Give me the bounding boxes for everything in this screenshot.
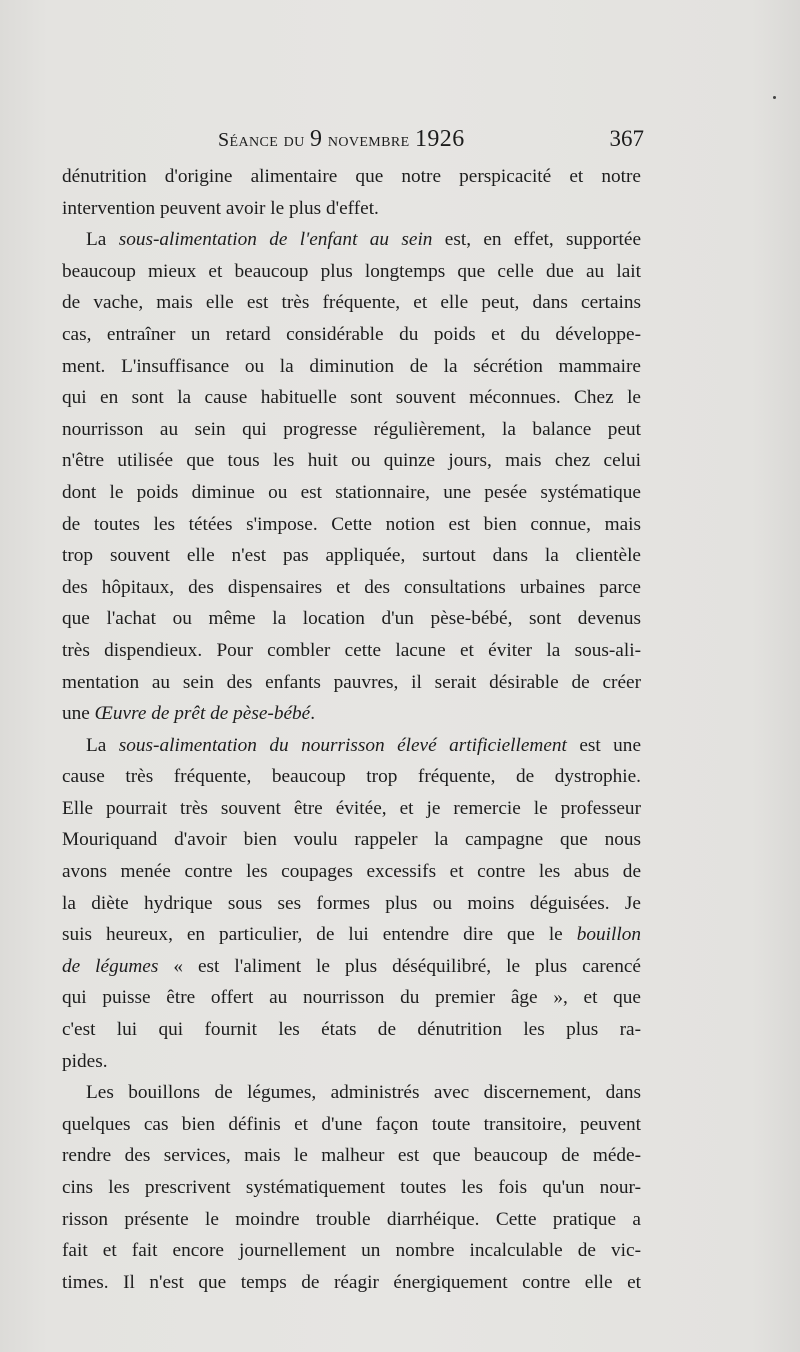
page-number: 367 — [609, 126, 644, 151]
text-line: c'est lui qui fournit les états de dénutrition les plus ra- — [62, 1019, 641, 1041]
italic-run: de légumes — [62, 955, 159, 977]
text-line — [62, 698, 641, 730]
italic-run: Œuvre de prêt de pèse-bébé — [94, 703, 311, 725]
text-run: est, en effet, supportée — [432, 229, 642, 251]
text-line: avons menée contre les coupages excessifs et contre les abus de — [62, 861, 641, 883]
text-line: Elle pourrait très souvent être évitée, et je remercie le professeur — [62, 797, 641, 819]
text-line: qui puisse être offert au nourrisson du premier âge », et que — [62, 987, 641, 1009]
text-line: très dispendieux. Pour combler cette lacune et éviter la sous-ali- — [62, 639, 641, 661]
italic-run: bouillon — [576, 924, 641, 946]
text-run: La — [86, 229, 119, 251]
text-line: de toutes les tétées s'impose. Cette notion est bien connue, mais — [62, 513, 641, 535]
text-line: la diète hydrique sous ses formes plus ou moins déguisées. Je — [62, 892, 641, 914]
text-line: nourrisson au sein qui progresse régulièrement, la balance peut — [62, 418, 641, 440]
text-run: une — [62, 703, 95, 725]
text-line: cause très fréquente, beaucoup trop fréquente, de dystrophie. — [62, 766, 641, 788]
text-run: est une — [566, 734, 641, 756]
running-title — [218, 124, 465, 155]
title-year: 1926 — [415, 126, 465, 152]
italic-run: sous-alimentation du nourrisson élevé artificiellement — [118, 734, 567, 756]
text-line: n'être utilisée que tous les huit ou quinze jours, mais chez celui — [62, 450, 641, 472]
text-line — [62, 951, 641, 983]
title-month: novembre — [327, 129, 410, 151]
text-run: « est l'aliment le plus déséquilibré, le plus carencé — [158, 955, 641, 977]
text-line: que l'achat ou même la location d'un pèse-bébé, sont devenus — [62, 608, 641, 630]
italic-run: sous-alimentation de l'enfant au sein — [118, 229, 433, 251]
text-run: suis heureux, en particulier, de lui entendre dire que le — [62, 924, 577, 946]
text-line: fait et fait encore journellement un nombre incalculable de vic- — [62, 1240, 641, 1262]
text-line: des hôpitaux, des dispensaires et des consultations urbaines parce — [62, 576, 641, 598]
text-line: pides. — [62, 1050, 108, 1072]
text-line: dont le poids diminue ou est stationnaire, une pesée systématique — [62, 481, 641, 503]
text-line: dénutrition d'origine alimentaire que notre perspicacité et notre — [62, 166, 641, 187]
text-line: trop souvent elle n'est pas appliquée, surtout dans la clientèle — [62, 545, 641, 567]
text-line: de vache, mais elle est très fréquente, et elle peut, dans certains — [62, 292, 641, 314]
text-line — [62, 919, 641, 951]
text-line: cins les prescrivent systématiquement toutes les fois qu'un nour- — [62, 1177, 641, 1198]
text-line: beaucoup mieux et beaucoup plus longtemps que celle due au lait — [62, 260, 641, 282]
text-line: Mouriquand d'avoir bien voulu rappeler la campagne que nous — [62, 829, 641, 851]
text-line — [62, 730, 641, 762]
text-line: rendre des services, mais le malheur est que beaucoup de méde- — [62, 1145, 641, 1167]
title-prefix: Séance du — [218, 129, 305, 151]
text-line: intervention peuvent avoir le plus d'effet. — [62, 197, 379, 219]
body-text — [62, 161, 641, 1298]
text-line: quelques cas bien définis et d'une façon toute transitoire, peuvent — [62, 1113, 641, 1135]
title-day: 9 — [310, 126, 323, 152]
text-line: risson présente le moindre trouble diarrhéique. Cette pratique a — [62, 1208, 641, 1230]
text-line: Les bouillons de légumes, administrés avec discernement, dans — [86, 1082, 641, 1104]
text-run: . — [310, 703, 316, 725]
text-line: cas, entraîner un retard considérable du poids et du développe- — [62, 323, 641, 345]
margin-mark — [773, 96, 776, 99]
running-header — [60, 124, 644, 154]
text-line: qui en sont la cause habituelle sont souvent méconnues. Chez le — [62, 387, 641, 409]
text-line — [62, 224, 641, 256]
text-run: La — [86, 734, 119, 756]
text-line: ment. L'insuffisance ou la diminution de la sécrétion mammaire — [62, 355, 641, 377]
text-line: times. Il n'est que temps de réagir énergiquement contre elle et — [62, 1271, 641, 1293]
text-line: mentation au sein des enfants pauvres, il serait désirable de créer — [62, 671, 641, 693]
